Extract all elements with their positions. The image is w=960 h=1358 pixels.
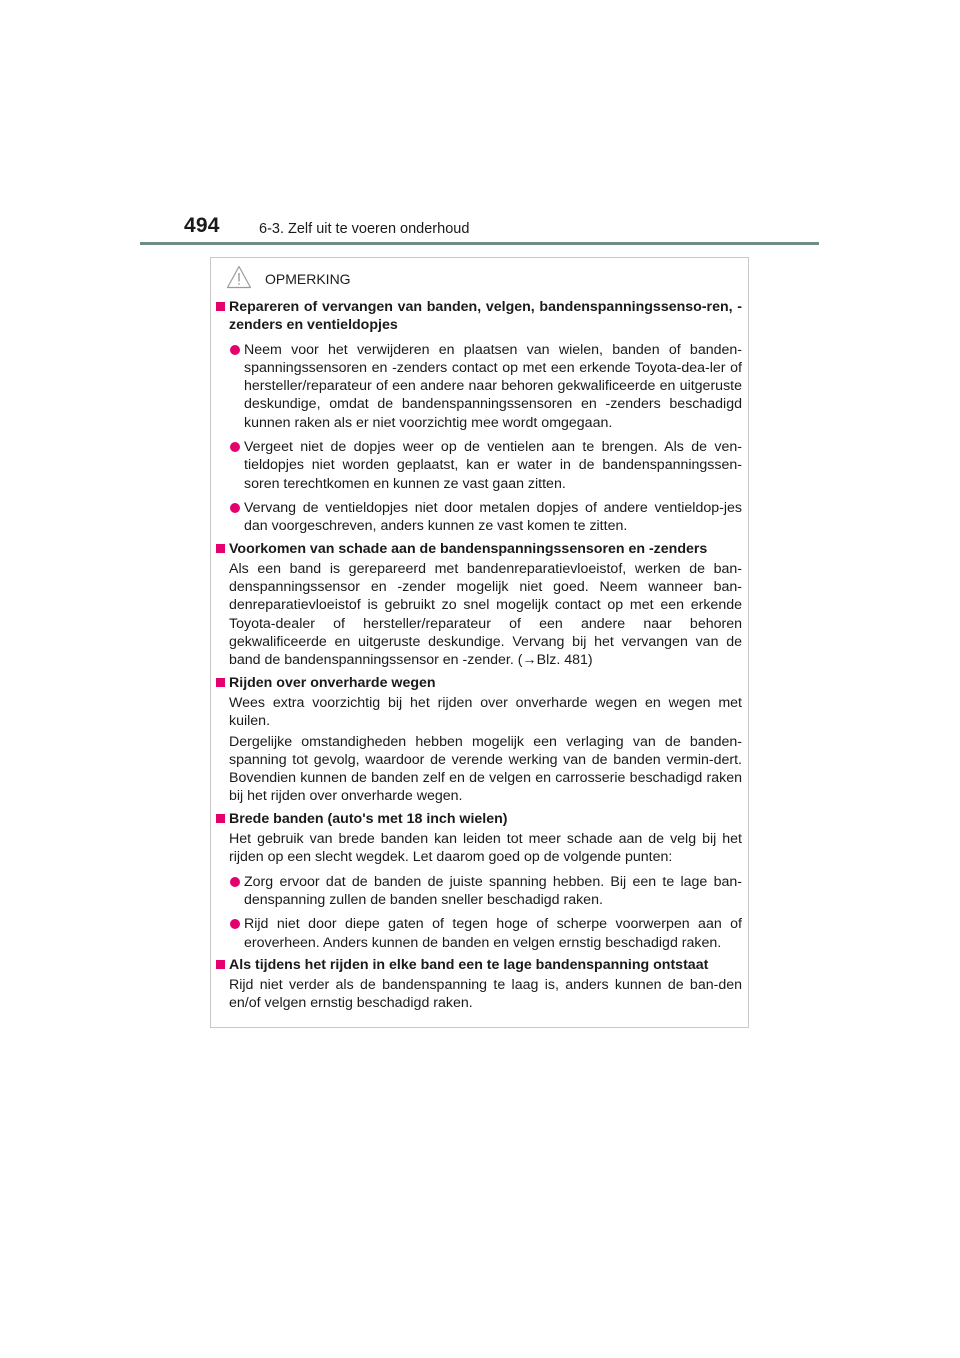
notice-box: [210, 257, 749, 1028]
notice-section: [215, 810, 742, 952]
section-text: Dergelijke omstandigheden hebben mogelijk een verlaging van de banden-spanning tot gevolg, waardoor de verende werking van de banden vermin-dert. Bovendien kunnen de banden zelf en de velgen en carrosserie beschadigd raken bij het rijden over onverharde wegen.: [229, 733, 742, 805]
section-heading: Brede banden (auto's met 18 inch wielen): [229, 810, 508, 827]
square-bullet-icon: [216, 544, 225, 553]
round-bullet-icon: [230, 442, 240, 452]
notice-section: [215, 674, 742, 806]
section-title: 6-3. Zelf uit te voeren onderhoud: [259, 221, 470, 237]
square-bullet-icon: [216, 302, 225, 311]
section-heading: Als tijdens het rijden in elke band een te lage bandenspanning ontstaat: [229, 956, 709, 973]
page-number: 494: [184, 214, 220, 237]
section-text: Als een band is gerepareerd met bandenreparatievloeistof, werken de ban-denspanningssensor en -zender mogelijk niet goed. Neem wanneer ban-denreparatievloeistof is gebruikt zo snel mogelijk contact op met een erkende Toyota-dealer of hersteller/reparateur of een andere naar behoren gekwalificeerde en uitgeruste deskundige. Vervang bij het vervangen van de band de bandenspanningssensor en -zender. (→Blz. 481): [229, 560, 742, 669]
round-bullet-icon: [230, 345, 240, 355]
square-bullet-icon: [216, 678, 225, 687]
bullet-text: Vervang de ventieldopjes niet door metalen dopjes of andere ventieldop-jes dan voorgeschreven, anders kunnen ze vast komen te zitten.: [244, 499, 742, 535]
warning-triangle-icon: [226, 265, 252, 289]
bullet-item: [229, 438, 742, 493]
notice-section: [215, 956, 742, 1013]
notice-section: [215, 298, 742, 536]
bullet-text: Rijd niet door diepe gaten of tegen hoge of scherpe voorwerpen aan of eroverheen. Anders kunnen de banden en velgen ernstig beschadigd raken.: [244, 916, 742, 951]
bullet-item: [229, 499, 742, 536]
notice-body: [215, 298, 742, 1017]
bullet-text: Neem voor het verwijderen en plaatsen van wielen, banden of banden-spanningssensoren en -zenders contact op met een erkende Toyota-dea-ler of hersteller/reparateur of een andere naar behoren gekwalificeerde en uitgeruste deskundige, omdat de bandenspanningssensoren en -zenders beschadigd kunnen raken als er niet voorzichtig mee wordt omgegaan.: [244, 341, 742, 431]
bullet-text: Zorg ervoor dat de banden de juiste spanning hebben. Bij een te lage ban-denspanning zullen de banden sneller beschadigd raken.: [244, 873, 742, 908]
section-text: Wees extra voorzichtig bij het rijden over onverharde wegen en wegen met kuilen.: [229, 694, 742, 730]
notice-section: [215, 540, 742, 670]
section-text: Het gebruik van brede banden kan leiden tot meer schade aan de velg bij het rijden op een slecht wegdek. Let daarom goed op de volgende punten:: [229, 831, 742, 866]
section-heading: Repareren of vervangen van banden, velgen, bandenspanningssenso-ren, -zenders en ventieldopjes: [229, 299, 742, 334]
section-text: Rijd niet verder als de bandenspanning te laag is, anders kunnen de ban-den en/of velgen ernstig beschadigd raken.: [229, 977, 742, 1012]
square-bullet-icon: [216, 814, 225, 823]
round-bullet-icon: [230, 503, 240, 513]
section-heading: Rijden over onverharde wegen: [229, 674, 436, 691]
round-bullet-icon: [230, 877, 240, 887]
bullet-item: [229, 873, 742, 910]
square-bullet-icon: [216, 960, 225, 969]
round-bullet-icon: [230, 919, 240, 929]
bullet-item: [229, 915, 742, 952]
section-heading: Voorkomen van schade aan de bandenspanningssensoren en -zenders: [229, 540, 708, 557]
bullet-item: [229, 341, 742, 432]
header-divider: [140, 242, 819, 245]
notice-title: OPMERKING: [265, 271, 351, 287]
bullet-text: Vergeet niet de dopjes weer op de ventielen aan te brengen. Als de ven-tieldopjes niet worden geplaatst, kan er water in de bandenspanningssen-soren terechtkomen en kunnen ze vast gaan zitten.: [244, 439, 742, 492]
